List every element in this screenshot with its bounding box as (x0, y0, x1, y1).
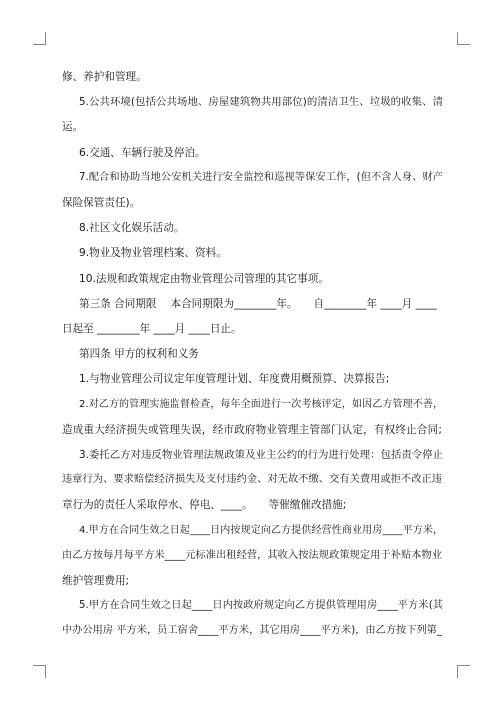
text-line: 10.法规和政策规定由物业管理公司管理的其它事项。 (79, 273, 329, 285)
text-line: 5.甲方在合同生效之日起____日内按政府规定向乙方提供管理用房____平方米(其 (79, 600, 443, 611)
text-line: 中办公用房 平方米，员工宿舍____平方米，其它用房____平方米)，由乙方按下列第_ (62, 625, 442, 636)
text-line: 造成重大经济损失或管理失误，经市政府物业管理主管部门认定，有权终止合同; (62, 424, 442, 436)
text-line: 违章行为、要求赔偿经济损失及支付违约金、对无故不缴、交有关费用或拒不改正违 (62, 474, 442, 485)
section-heading: 第三条 合同期限 本合同期限为________年。 自________年 ____月 ____ (79, 298, 437, 310)
crop-mark-bottom-right (457, 665, 470, 678)
text-line: 5.公共环境(包括公共场地、房屋建筑物共用部位)的清洁卫生、垃圾的收集、清 (79, 96, 443, 108)
text-line: 维护管理费用; (62, 575, 130, 587)
crop-mark-bottom-left (33, 665, 46, 678)
text-line: 4.甲方在合同生效之日起____日内按规定向乙方提供经营性商业用房____平方米， (79, 525, 443, 536)
text-line: 3.委托乙方对违反物业管理法规政策及业主公约的行为进行处理：包括责令停止 (79, 449, 443, 461)
text-line: 修、养护和管理。 (62, 71, 147, 83)
text-line: 由乙方按每月每平方米____元标准出租经营，其收入按法规政策规定用于补贴本物业 (62, 550, 442, 561)
text-line: 6.交通、车辆行驶及停泊。 (79, 147, 206, 159)
section-heading: 第四条 甲方的权利和义务 (79, 348, 199, 360)
crop-mark-top-right (457, 32, 470, 45)
text-line: 2.对乙方的管理实施监督检查，每年全面进行一次考核评定，如因乙方管理不善， (79, 399, 443, 410)
text-line: 保险保管责任)。 (62, 197, 141, 209)
text-line: 运。 (62, 121, 84, 133)
text-line: 章行为的责任人采取停水、停电、____。 等催缴催改措施; (62, 499, 347, 511)
text-line: 日起至 ________年 ____月 ____日止。 (62, 323, 242, 335)
text-line: 8.社区文化娱乐活动。 (79, 222, 185, 234)
crop-mark-top-left (33, 32, 46, 45)
text-line: 9.物业及物业管理档案、资料。 (79, 247, 227, 259)
text-line: 1.与物业管理公司议定年度管理计划、年度费用概预算、决算报告; (79, 373, 390, 385)
text-line: 7.配合和协助当地公安机关进行安全监控和巡视等保安工作，(但不含人身、财产 (79, 172, 443, 183)
